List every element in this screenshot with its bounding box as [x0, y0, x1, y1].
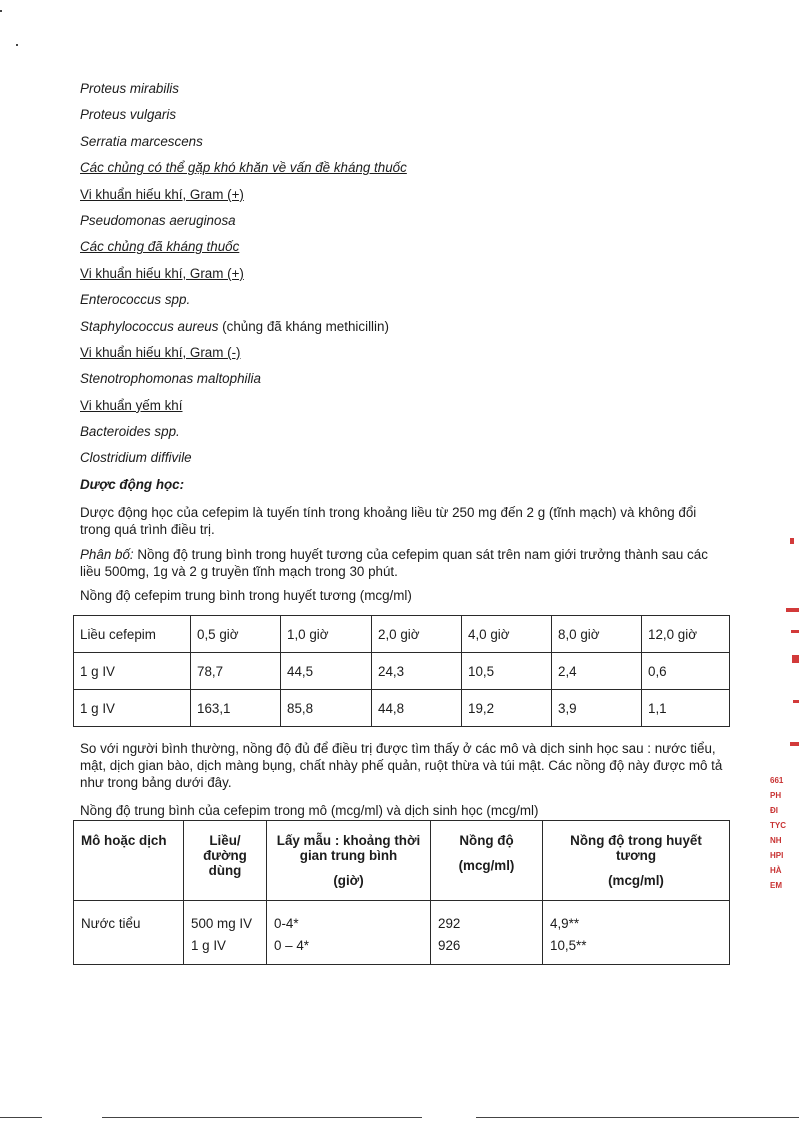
list-item: Serratia marcescens [80, 133, 203, 149]
table-cell: 0,5 giờ [191, 616, 281, 653]
table-cell: 4,0 giờ [462, 616, 552, 653]
table-row [74, 901, 730, 965]
organism-list [80, 76, 730, 498]
tissue-concentration-table [73, 820, 730, 965]
plasma-concentration-table [73, 615, 730, 727]
scan-speck [16, 44, 18, 46]
list-item: Dược động học: [80, 476, 185, 492]
table-cell: Nước tiểu [74, 901, 184, 965]
table-cell: 0,6 [642, 653, 730, 690]
list-item: Stenotrophomonas maltophilia [80, 371, 261, 387]
scan-line [0, 1117, 42, 1118]
table-header: Nồng độ trong huyết tương (mcg/ml) [543, 821, 730, 901]
list-item: Các chủng có thể gặp khó khăn về vấn đề kháng thuốc [80, 160, 407, 176]
table-cell: 1 g IV [74, 690, 191, 727]
table-row [74, 616, 730, 653]
document-body [80, 76, 730, 604]
table-cell: 1,1 [642, 690, 730, 727]
table-header: Liều/đường dùng [184, 821, 267, 901]
table-cell: 24,3 [372, 653, 462, 690]
table-header: Nồng độ (mcg/ml) [431, 821, 543, 901]
list-item: Vi khuẩn hiếu khí, Gram (-) [80, 344, 241, 360]
list-item: Enterococcus spp. [80, 292, 191, 308]
list-item: Vi khuẩn hiếu khí, Gram (+) [80, 265, 244, 281]
table-cell: 292 926 [431, 901, 543, 965]
table-cell: 500 mg IV 1 g IV [184, 901, 267, 965]
table-cell: 163,1 [191, 690, 281, 727]
table-row [74, 690, 730, 727]
document-body-lower [80, 740, 730, 819]
compare-paragraph: So với người bình thường, nồng độ đủ để điều trị được tìm thấy ở các mô và dịch sinh học sau : nước tiểu, mật, dịch gian bào, dịch màng bụng, chất nhày phế quản, ruột thừa và túi mật. Các nồng độ này được mô tả như trong bảng dưới đây. [80, 741, 723, 790]
list-item: Bacteroides spp. [80, 424, 180, 440]
table-header-row [74, 821, 730, 901]
list-item: Vi khuẩn yếm khí [80, 397, 183, 413]
scan-speck [0, 10, 2, 12]
table-cell: 19,2 [462, 690, 552, 727]
table-header: Mô hoặc dịch [74, 821, 184, 901]
distribution-text: Nồng độ trung bình trong huyết tương của cefepim quan sát trên nam giới trưởng thành sau các liều 500mg, 1g và 2 g truyền tĩnh mạch trong 30 phút. [80, 547, 708, 580]
table-cell: 44,5 [281, 653, 372, 690]
list-item: Vi khuẩn hiếu khí, Gram (+) [80, 186, 244, 202]
stamp-fragment: 661 PH ĐI TYC NH HPI HÀ EM [770, 776, 786, 890]
table-row [74, 653, 730, 690]
table-cell: 10,5 [462, 653, 552, 690]
table-cell: 12,0 giờ [642, 616, 730, 653]
distribution-paragraph [80, 546, 730, 580]
table-cell: Liều cefepim [74, 616, 191, 653]
list-item: Proteus vulgaris [80, 107, 177, 123]
stamp-edge [793, 700, 799, 703]
table2-caption: Nồng độ trung bình của cefepim trong mô (mcg/ml) và dịch sinh học (mcg/ml) [80, 803, 539, 818]
table-header: Lấy mẫu : khoảng thời gian trung bình (giờ) [267, 821, 431, 901]
list-item: Pseudomonas aeruginosa [80, 212, 236, 228]
scan-line [476, 1117, 799, 1118]
stamp-edge [792, 655, 799, 663]
stamp-edge [791, 630, 799, 633]
list-item: Proteus mirabilis [80, 81, 179, 96]
distribution-label: Phân bố: [80, 547, 134, 563]
table-cell: 85,8 [281, 690, 372, 727]
table1-caption: Nồng độ cefepim trung bình trong huyết tương (mcg/ml) [80, 588, 412, 604]
list-item: Các chủng đã kháng thuốc [80, 239, 240, 255]
table-cell: 44,8 [372, 690, 462, 727]
table-cell: 4,9** 10,5** [543, 901, 730, 965]
table-cell: 8,0 giờ [552, 616, 642, 653]
table-cell: 0-4* 0 – 4* [267, 901, 431, 965]
table-cell: 1,0 giờ [281, 616, 372, 653]
table-cell: 2,0 giờ [372, 616, 462, 653]
table-cell: 3,9 [552, 690, 642, 727]
pk-paragraph: Dược động học của cefepim là tuyến tính trong khoảng liều từ 250 mg đến 2 g (tĩnh mạch) và không đổi trong quá trình điều trị. [80, 505, 697, 538]
scan-line [102, 1117, 422, 1118]
list-item: Clostridium diffivile [80, 450, 192, 466]
stamp-edge [790, 538, 794, 544]
table-cell: 78,7 [191, 653, 281, 690]
table-cell: 1 g IV [74, 653, 191, 690]
stamp-edge [790, 742, 799, 746]
table-cell: 2,4 [552, 653, 642, 690]
list-item: Staphylococcus aureus (chủng đã kháng methicillin) [80, 318, 389, 334]
stamp-edge [786, 608, 799, 612]
